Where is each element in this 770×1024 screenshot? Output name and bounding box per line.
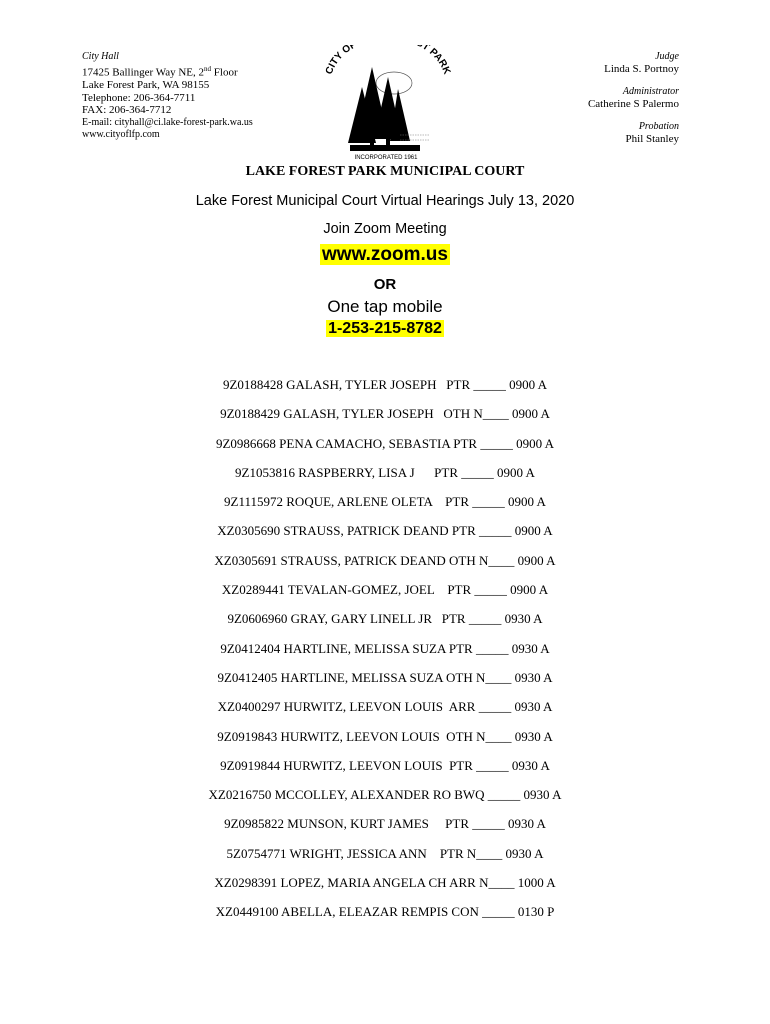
one-tap-mobile-text: One tap mobile: [327, 297, 443, 316]
case-row: 9Z0188429 GALASH, TYLER JOSEPH OTH N____ 0900 A: [220, 406, 550, 422]
case-row: XZ0400297 HURWITZ, LEEVON LOUIS ARR _____ 0930 A: [217, 699, 553, 715]
city-hall-fax: FAX: 206-364-7712: [82, 104, 172, 117]
city-hall-email: E-mail: cityhall@ci.lake-forest-park.wa.us: [82, 116, 253, 128]
case-row: 9Z0985822 MUNSON, KURT JAMES PTR _____ 0930 A: [224, 816, 546, 832]
court-title: LAKE FOREST PARK MUNICIPAL COURT: [245, 164, 525, 179]
case-row: 9Z0188428 GALASH, TYLER JOSEPH PTR _____ 0900 A: [222, 377, 548, 392]
case-row: XZ0289441 TEVALAN-GOMEZ, JOEL PTR _____ 0900 A: [221, 582, 549, 598]
case-row: XZ0298391 LOPEZ, MARIA ANGELA CH ARR N____ 1000 A: [214, 875, 556, 891]
administrator-label: Administrator: [622, 85, 679, 97]
seal-ring-text: CITY OF T PARK: [323, 45, 452, 76]
case-row: 9Z0919844 HURWITZ, LEEVON LOUIS PTR _____ 0930 A: [220, 757, 550, 773]
case-list: [0, 377, 770, 934]
city-hall-website: www.cityoflfp.com: [82, 129, 160, 141]
case-row: 9Z0606960 GRAY, GARY LINELL JR PTR _____ 0930 A: [227, 611, 543, 627]
judge-name: Linda S. Portnoy: [604, 63, 679, 76]
administrator-name: Catherine S Palermo: [587, 98, 679, 111]
case-row: 9Z1053816 RASPBERRY, LISA J PTR _____ 0900 A: [235, 464, 535, 480]
join-zoom-text: Join Zoom Meeting: [323, 221, 447, 237]
city-seal-logo: [322, 45, 452, 163]
judge-label: Judge: [655, 51, 679, 62]
case-row: 9Z0986668 PENA CAMACHO, SEBASTIA PTR _____ 0900 A: [215, 435, 555, 451]
case-row: XZ0449100 ABELLA, ELEAZAR REMPIS CON _____ 0130 P: [215, 904, 555, 920]
hearing-title: Lake Forest Municipal Court Virtual Hearings July 13, 2020: [195, 193, 575, 209]
case-row: 9Z1115972 ROQUE, ARLENE OLETA PTR _____ 0900 A: [224, 494, 546, 510]
probation-name: Phil Stanley: [625, 133, 679, 146]
case-row: 5Z0754771 WRIGHT, JESSICA ANN PTR N____ 0930 A: [226, 845, 544, 861]
or-separator: OR: [373, 276, 397, 293]
city-hall-city: Lake Forest Park, WA 98155: [82, 79, 210, 92]
case-row: 9Z0919843 HURWITZ, LEEVON LOUIS OTH N____ 0930 A: [217, 728, 553, 744]
seal-incorporated-text: INCORPORATED 1961: [354, 155, 418, 161]
city-hall-contact-block: [82, 51, 253, 142]
city-hall-label: City Hall: [82, 51, 119, 62]
case-row: XZ0305690 STRAUSS, PATRICK DEAND PTR _____ 0900 A: [217, 523, 553, 539]
case-row: XZ0305691 STRAUSS, PATRICK DEAND OTH N____ 0900 A: [214, 552, 556, 568]
svg-text:CITY OF LAKE FOREST PARK: [324, 45, 452, 77]
court-staff-block: [588, 51, 679, 145]
city-hall-address: 17425 Ballinger Way NE, 2nd Floor: [82, 65, 238, 80]
dial-in-phone[interactable]: 1-253-215-8782: [328, 320, 442, 337]
probation-label: Probation: [638, 120, 679, 132]
city-hall-telephone: Telephone: 206-364-7711: [82, 91, 196, 104]
case-row: 9Z0412405 HARTLINE, MELISSA SUZA OTH N____ 0930 A: [217, 669, 553, 685]
zoom-url[interactable]: www.zoom.us: [322, 244, 448, 265]
case-row: XZ0216750 MCCOLLEY, ALEXANDER RO BWQ _____ 0930 A: [208, 787, 562, 803]
case-row: 9Z0412404 HARTLINE, MELISSA SUZA PTR _____ 0930 A: [220, 640, 550, 656]
